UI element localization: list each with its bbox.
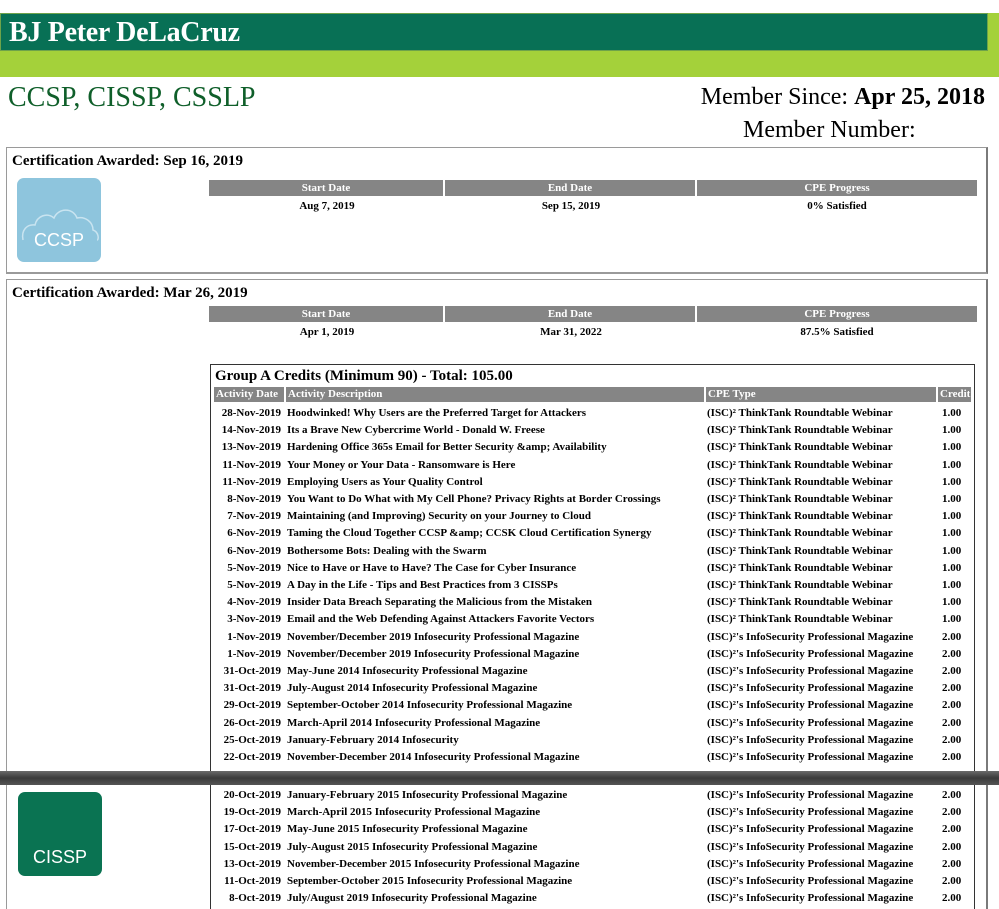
activity-date: 26-Oct-2019	[223, 716, 281, 729]
cpe-type: (ISC)²'s InfoSecurity Professional Magazine	[707, 751, 914, 763]
credit: 1.00	[942, 458, 962, 471]
table-row	[214, 839, 971, 856]
member-since-value: Apr 25, 2018	[854, 84, 985, 110]
credit: 1.00	[942, 527, 962, 540]
activity-description: July/August 2019 Infosecurity Professional Magazine	[287, 892, 537, 905]
cpe-type: (ISC)²'s InfoSecurity Professional Magazine	[707, 699, 914, 712]
table-row	[214, 594, 971, 611]
activity-date: 5-Nov-2019	[227, 579, 281, 591]
table-row	[214, 804, 971, 821]
cpe-type: (ISC)² ThinkTank Roundtable Webinar	[707, 613, 893, 626]
activity-date: 8-Oct-2019	[229, 892, 281, 905]
activity-description: July-August 2014 Infosecurity Professional Magazine	[287, 682, 538, 695]
cpe-type: (ISC)² ThinkTank Roundtable Webinar	[707, 458, 893, 471]
table-row	[214, 821, 971, 838]
col-end-date: End Date	[445, 306, 697, 322]
col-end-date: End Date	[445, 180, 697, 196]
activity-date: 25-Oct-2019	[223, 733, 281, 746]
cpe-type: (ISC)²'s InfoSecurity Professional Magazine	[707, 875, 914, 887]
activity-description: Employing Users as Your Quality Control	[287, 475, 483, 488]
card1-stats-header	[209, 180, 977, 196]
activity-date: 11-Nov-2019	[222, 458, 281, 471]
credit: 2.00	[942, 699, 962, 712]
activity-description: A Day in the Life - Tips and Best Practices from 3 CISSPs	[287, 579, 558, 591]
table-row	[214, 715, 971, 732]
table-row	[214, 873, 971, 890]
table-row	[214, 646, 971, 663]
activity-description: January-February 2014 Infosecurity	[287, 733, 459, 746]
credit: 2.00	[942, 716, 962, 729]
cpe-type: (ISC)²'s InfoSecurity Professional Magazine	[707, 716, 914, 729]
activity-description: November/December 2019 Infosecurity Professional Magazine	[287, 630, 580, 643]
cpe-type: (ISC)²'s InfoSecurity Professional Magazine	[707, 733, 914, 746]
cpe-type: (ISC)² ThinkTank Roundtable Webinar	[707, 544, 893, 557]
table-row	[214, 543, 971, 560]
credit: 1.00	[942, 407, 962, 419]
credit: 2.00	[942, 682, 962, 695]
card2-stats-row	[209, 326, 977, 338]
cpe-progress-value: 0% Satisfied	[807, 200, 867, 212]
group-a-title: Group A Credits (Minimum 90) - Total: 105.00	[215, 368, 513, 384]
activity-date: 7-Nov-2019	[227, 510, 281, 523]
activity-description: Taming the Cloud Together CCSP &amp; CCSK Cloud Certification Synergy	[287, 527, 652, 540]
table-row	[214, 732, 971, 749]
credit: 2.00	[942, 751, 962, 763]
credit: 1.00	[942, 510, 962, 523]
table-row	[214, 405, 971, 422]
ccsp-logo	[17, 178, 101, 262]
certification-awarded-title: Certification Awarded: Sep 16, 2019	[12, 153, 243, 169]
credit: 2.00	[942, 840, 962, 853]
cpe-type: (ISC)² ThinkTank Roundtable Webinar	[707, 475, 893, 488]
cpe-type: (ISC)²'s InfoSecurity Professional Magazine	[707, 892, 914, 905]
col-start-date: Start Date	[209, 306, 445, 322]
cpe-type: (ISC)²'s InfoSecurity Professional Magazine	[707, 857, 914, 870]
col-cpe-type: CPE Type	[706, 387, 938, 402]
credit: 2.00	[942, 733, 962, 746]
activity-description: November-December 2014 Infosecurity Professional Magazine	[287, 751, 580, 763]
table-row	[214, 787, 971, 804]
activity-description: Its a Brave New Cybercrime World - Donald W. Freese	[287, 424, 545, 437]
col-start-date: Start Date	[209, 180, 445, 196]
activity-date: 14-Nov-2019	[221, 424, 281, 437]
table-row	[214, 629, 971, 646]
col-credit: Credit	[940, 388, 971, 400]
col-cpe-progress: CPE Progress	[804, 308, 870, 320]
cpe-type: (ISC)² ThinkTank Roundtable Webinar	[707, 527, 893, 540]
activity-description: September-October 2015 Infosecurity Professional Magazine	[287, 875, 573, 887]
activity-date: 4-Nov-2019	[227, 596, 281, 609]
activity-date: 6-Nov-2019	[227, 527, 281, 540]
cpe-type: (ISC)² ThinkTank Roundtable Webinar	[707, 596, 893, 609]
credit: 1.00	[942, 613, 962, 626]
activity-description: May-June 2015 Infosecurity Professional Magazine	[287, 823, 528, 836]
activity-date: 8-Nov-2019	[227, 493, 281, 505]
table-row	[214, 422, 971, 439]
credit: 1.00	[942, 561, 962, 574]
screenshot-divider-bar	[0, 771, 999, 785]
credit: 1.00	[942, 441, 962, 454]
table-row	[214, 439, 971, 456]
credit: 2.00	[942, 789, 962, 801]
cpe-type: (ISC)² ThinkTank Roundtable Webinar	[707, 441, 893, 454]
credit: 2.00	[942, 806, 962, 819]
cpe-type: (ISC)² ThinkTank Roundtable Webinar	[707, 493, 893, 505]
activity-date: 1-Nov-2019	[227, 630, 281, 643]
member-since	[701, 84, 985, 111]
activity-date: 6-Nov-2019	[227, 544, 281, 557]
activity-date: 5-Nov-2019	[227, 561, 281, 574]
card1-stats-row	[209, 200, 977, 212]
cpe-progress-value: 87.5% Satisfied	[800, 326, 874, 338]
credit: 1.00	[942, 493, 962, 505]
activity-description: You Want to Do What with My Cell Phone? Privacy Rights at Border Crossings	[287, 493, 661, 505]
activity-date: 19-Oct-2019	[223, 806, 281, 819]
activity-description: Your Money or Your Data - Ransomware is Here	[287, 458, 516, 471]
col-cpe-progress: CPE Progress	[804, 182, 870, 194]
member-since-label: Member Since:	[700, 84, 849, 110]
credit: 2.00	[942, 857, 962, 870]
credit: 1.00	[942, 424, 962, 437]
table-row	[214, 680, 971, 697]
table-row	[214, 457, 971, 474]
activity-date: 29-Oct-2019	[223, 699, 281, 712]
cpe-type: (ISC)²'s InfoSecurity Professional Magazine	[707, 682, 914, 695]
activity-description: Nice to Have or Have to Have? The Case for Cyber Insurance	[287, 561, 577, 574]
cpe-type: (ISC)² ThinkTank Roundtable Webinar	[707, 424, 893, 437]
start-date-value: Apr 1, 2019	[299, 326, 355, 338]
header-name-bar	[0, 13, 988, 51]
credit: 2.00	[942, 647, 962, 660]
activity-description: Maintaining (and Improving) Security on your Journey to Cloud	[287, 510, 591, 523]
cpe-type: (ISC)² ThinkTank Roundtable Webinar	[707, 561, 893, 574]
activity-date: 31-Oct-2019	[223, 665, 281, 677]
credit: 2.00	[942, 630, 962, 643]
activity-description: July-August 2015 Infosecurity Professional Magazine	[287, 840, 538, 853]
credit: 1.00	[942, 596, 962, 609]
credit: 1.00	[942, 579, 962, 591]
activity-date: 11-Nov-2019	[222, 475, 281, 488]
activity-description: January-February 2015 Infosecurity Professional Magazine	[287, 789, 568, 801]
activity-description: March-April 2015 Infosecurity Professional Magazine	[287, 806, 541, 819]
cpe-type: (ISC)²'s InfoSecurity Professional Magazine	[707, 823, 914, 836]
credit: 2.00	[942, 892, 962, 905]
cpe-type: (ISC)² ThinkTank Roundtable Webinar	[707, 407, 893, 419]
activity-description: Email and the Web Defending Against Attackers Favorite Vectors	[287, 613, 595, 626]
cpe-type: (ISC)²'s InfoSecurity Professional Magazine	[707, 806, 914, 819]
activity-description: Insider Data Breach Separating the Malicious from the Mistaken	[287, 596, 592, 609]
activity-date: 28-Nov-2019	[221, 407, 281, 419]
table-row	[214, 611, 971, 628]
activity-table-header	[214, 387, 971, 402]
activity-date: 1-Nov-2019	[227, 647, 281, 660]
credit: 1.00	[942, 544, 962, 557]
table-row	[214, 474, 971, 491]
table-row	[214, 560, 971, 577]
activity-description: November-December 2015 Infosecurity Professional Magazine	[287, 857, 580, 870]
activity-description: Hardening Office 365s Email for Better Security &amp; Availability	[287, 441, 607, 454]
credit: 2.00	[942, 875, 962, 887]
activity-date: 20-Oct-2019	[223, 789, 281, 801]
table-row	[214, 749, 971, 766]
credit: 1.00	[942, 475, 962, 488]
card2-stats-header	[209, 306, 977, 322]
certification-awarded-title: Certification Awarded: Mar 26, 2019	[12, 285, 248, 301]
activity-date: 13-Oct-2019	[223, 857, 281, 870]
cpe-type: (ISC)²'s InfoSecurity Professional Magazine	[707, 630, 914, 643]
cpe-type: (ISC)²'s InfoSecurity Professional Magazine	[707, 647, 914, 660]
table-row	[214, 663, 971, 680]
table-row	[214, 856, 971, 873]
member-name: BJ Peter DeLaCruz	[9, 17, 240, 48]
activity-date: 11-Oct-2019	[224, 875, 281, 887]
activity-date: 15-Oct-2019	[223, 840, 281, 853]
table-row	[214, 508, 971, 525]
start-date-value: Aug 7, 2019	[299, 200, 355, 212]
activity-date: 17-Oct-2019	[223, 823, 281, 836]
activity-description: Hoodwinked! Why Users are the Preferred Target for Attackers	[287, 407, 586, 419]
end-date-value: Mar 31, 2022	[540, 326, 602, 338]
credit: 2.00	[942, 823, 962, 836]
logo-label: CISSP	[32, 847, 88, 867]
activity-description: September-October 2014 Infosecurity Professional Magazine	[287, 699, 573, 712]
col-activity-date: Activity Date	[214, 387, 286, 402]
cpe-type: (ISC)²'s InfoSecurity Professional Magazine	[707, 840, 914, 853]
activity-description: March-April 2014 Infosecurity Professional Magazine	[287, 716, 541, 729]
end-date-value: Sep 15, 2019	[541, 200, 601, 212]
credit: 2.00	[942, 665, 962, 677]
table-row	[214, 890, 971, 907]
cpe-type: (ISC)² ThinkTank Roundtable Webinar	[707, 579, 893, 591]
col-activity-description: Activity Description	[286, 387, 706, 402]
activity-date: 22-Oct-2019	[223, 751, 281, 763]
member-number-label: Member Number:	[743, 117, 916, 143]
table-row	[214, 491, 971, 508]
activity-description: November/December 2019 Infosecurity Professional Magazine	[287, 647, 580, 660]
cissp-logo	[18, 792, 102, 876]
table-row	[214, 697, 971, 714]
cpe-type: (ISC)²'s InfoSecurity Professional Magazine	[707, 665, 914, 677]
group-a-credits-box	[210, 364, 975, 909]
activity-description: May-June 2014 Infosecurity Professional Magazine	[287, 665, 528, 677]
table-row	[214, 577, 971, 594]
cpe-type: (ISC)² ThinkTank Roundtable Webinar	[707, 510, 893, 523]
logo-label: CCSP	[33, 230, 84, 250]
activity-date: 13-Nov-2019	[221, 441, 281, 454]
cpe-type: (ISC)²'s InfoSecurity Professional Magazine	[707, 789, 914, 801]
table-row	[214, 525, 971, 542]
certifications-list: CCSP, CISSP, CSSLP	[8, 82, 256, 113]
activity-date: 3-Nov-2019	[227, 613, 281, 626]
activity-date: 31-Oct-2019	[223, 682, 281, 695]
activity-description: Bothersome Bots: Dealing with the Swarm	[287, 544, 487, 557]
